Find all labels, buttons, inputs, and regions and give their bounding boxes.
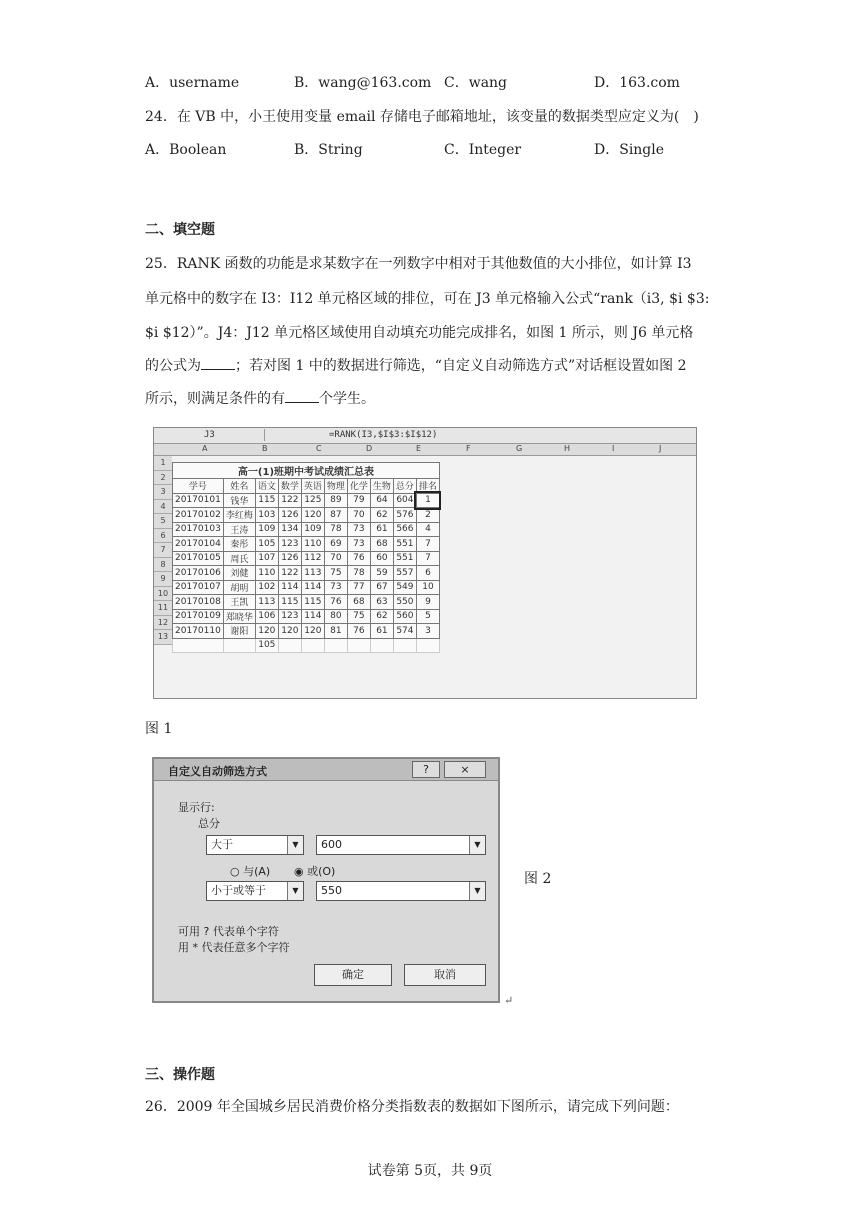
condition-2-value-text: 550 (321, 884, 342, 897)
table-row-partial (173, 638, 440, 653)
row-number: 1 (154, 456, 172, 471)
col-c: C (316, 444, 322, 453)
chevron-down-icon: ▼ (469, 836, 485, 854)
table-cell: 134 (278, 522, 301, 537)
table-cell: 112 (301, 551, 324, 566)
table-cell: 5 (416, 609, 439, 624)
table-cell: 120 (301, 624, 324, 639)
table-cell: 557 (393, 566, 416, 581)
table-cell: 76 (347, 624, 370, 639)
table-cell: 123 (278, 609, 301, 624)
table-cell: 549 (393, 580, 416, 595)
col-i: I (612, 444, 615, 453)
row-number: 4 (154, 500, 172, 515)
table-cell: 69 (324, 537, 347, 552)
col-h: H (564, 444, 571, 453)
wildcard-hint-1: 可用 ? 代表单个字符 (178, 925, 279, 938)
table-row (173, 493, 440, 508)
table-cell: 120 (255, 624, 278, 639)
table-row (173, 609, 440, 624)
table-row (173, 551, 440, 566)
q25-line-4-end: ；若对图 1 中的数据进行筛选，“自定义自动筛选方式”对话框设置如图 2 (235, 358, 687, 374)
table-cell: 4 (416, 522, 439, 537)
column-header: 化学 (347, 479, 370, 494)
table-row (173, 580, 440, 595)
column-header: 学号 (173, 479, 224, 494)
column-header: 生物 (370, 479, 393, 494)
table-cell (324, 638, 347, 653)
help-button[interactable]: ? (412, 761, 440, 778)
table-cell: 59 (370, 566, 393, 581)
table-cell: 62 (370, 609, 393, 624)
table-cell: 604 (393, 493, 416, 508)
table-cell: 68 (347, 595, 370, 610)
show-rows-label: 显示行: (178, 801, 215, 814)
answer-blank-2[interactable] (285, 389, 319, 403)
table-cell (370, 638, 393, 653)
answer-blank-1[interactable] (201, 356, 235, 370)
q25-line-5 (145, 389, 375, 409)
q25-line-1: 25．RANK 函数的功能是求某数字在一列数字中相对于其他数值的大小排位，如计算 I3 (145, 256, 692, 272)
table-cell (278, 638, 301, 653)
row-number: 13 (154, 630, 172, 645)
table-cell: 115 (278, 595, 301, 610)
formula-text: =RANK(I3,$I$3:$I$12) (329, 430, 438, 440)
table-cell: 7 (416, 537, 439, 552)
chevron-down-icon: ▼ (287, 836, 303, 854)
table-cell: 73 (324, 580, 347, 595)
table-cell: 107 (255, 551, 278, 566)
table-row (173, 522, 440, 537)
table-cell: 76 (324, 595, 347, 610)
condition-1-operator-value: 大于 (211, 838, 233, 851)
section-fill-in-title: 二、填空题 (145, 222, 215, 238)
section-operation-title: 三、操作题 (145, 1067, 215, 1083)
or-radio[interactable]: ◉ 或(O) (294, 865, 336, 878)
table-cell: 87 (324, 508, 347, 523)
table-row (173, 595, 440, 610)
table-cell: 105 (255, 638, 278, 653)
table-cell: 20170101 (173, 493, 224, 508)
table-cell: 105 (255, 537, 278, 552)
row-number: 11 (154, 601, 172, 616)
name-box: J3 (204, 430, 215, 440)
table-cell: 20170107 (173, 580, 224, 595)
q25-line-5-start: 所示，则满足条件的有 (145, 391, 285, 407)
row-number: 9 (154, 572, 172, 587)
column-header: 物理 (324, 479, 347, 494)
table-cell: 68 (370, 537, 393, 552)
table-cell: 刘健 (223, 566, 255, 581)
table-cell: 122 (278, 566, 301, 581)
table-cell: 78 (347, 566, 370, 581)
table-cell: 64 (370, 493, 393, 508)
table-cell: 1 (416, 493, 439, 508)
table-cell: 20170109 (173, 609, 224, 624)
table-cell: 76 (347, 551, 370, 566)
table-cell: 120 (301, 508, 324, 523)
table-cell: 550 (393, 595, 416, 610)
table-cell: 114 (301, 609, 324, 624)
row-number: 5 (154, 514, 172, 529)
score-table (172, 462, 440, 653)
table-cell: 123 (278, 537, 301, 552)
table-cell: 3 (416, 624, 439, 639)
figure-2-caption: 图 2 (524, 871, 552, 887)
chevron-down-icon: ▼ (287, 882, 303, 900)
table-cell: 钱华 (223, 493, 255, 508)
row-number: 12 (154, 616, 172, 631)
table-cell: 551 (393, 537, 416, 552)
q25-line-4-start: 的公式为 (145, 358, 201, 374)
cancel-button[interactable]: 取消 (404, 964, 486, 986)
table-cell: 114 (301, 580, 324, 595)
table-cell: 20170103 (173, 522, 224, 537)
table-cell: 103 (255, 508, 278, 523)
table-cell: 李红梅 (223, 508, 255, 523)
q24-question: 24．在 VB 中，小王使用变量 email 存储电子邮箱地址，该变量的数据类型应定义为( ) (145, 109, 699, 125)
q23-option-d: D．163.com (594, 75, 680, 91)
table-cell: 王凯 (223, 595, 255, 610)
table-cell: 9 (416, 595, 439, 610)
fx-icon (264, 429, 274, 441)
table-cell: 20170104 (173, 537, 224, 552)
table-cell: 126 (278, 551, 301, 566)
table-cell: 106 (255, 609, 278, 624)
table-cell: 67 (370, 580, 393, 595)
table-cell: 73 (347, 537, 370, 552)
table-cell: 566 (393, 522, 416, 537)
table-cell: 20170110 (173, 624, 224, 639)
column-header: 语文 (255, 479, 278, 494)
table-cell (223, 638, 255, 653)
column-header: 排名 (416, 479, 439, 494)
dialog-title: 自定义自动筛选方式 (168, 765, 267, 778)
row-headers (154, 456, 172, 645)
column-header: 总分 (393, 479, 416, 494)
table-cell: 126 (278, 508, 301, 523)
table-cell: 75 (347, 609, 370, 624)
col-f: F (466, 444, 471, 453)
table-cell: 81 (324, 624, 347, 639)
figure-1-caption: 图 1 (145, 721, 173, 737)
table-cell: 胡明 (223, 580, 255, 595)
table-cell (347, 638, 370, 653)
q24-option-c: C．Integer (444, 142, 522, 158)
table-cell: 125 (301, 493, 324, 508)
field-name: 总分 (198, 817, 220, 830)
table-cell (301, 638, 324, 653)
table-row (173, 508, 440, 523)
table-cell: 61 (370, 522, 393, 537)
column-headers (154, 444, 696, 456)
col-e: E (416, 444, 422, 453)
column-header: 数学 (278, 479, 301, 494)
table-cell: 109 (255, 522, 278, 537)
close-button[interactable]: × (444, 761, 486, 778)
table-cell: 10 (416, 580, 439, 595)
row-number: 6 (154, 529, 172, 544)
table-cell: 70 (324, 551, 347, 566)
row-number: 8 (154, 558, 172, 573)
table-cell: 114 (278, 580, 301, 595)
condition-2-value[interactable] (316, 881, 486, 901)
table-row (173, 537, 440, 552)
table-cell: 113 (255, 595, 278, 610)
table-cell: 551 (393, 551, 416, 566)
q25-line-4 (145, 356, 686, 376)
row-number: 2 (154, 471, 172, 486)
condition-2-operator-value: 小于或等于 (211, 884, 266, 897)
col-g: G (516, 444, 523, 453)
q24-option-b: B．String (294, 142, 363, 158)
paragraph-mark-icon: ↵ (504, 994, 514, 1007)
table-cell: 谢阳 (223, 624, 255, 639)
table-cell: 574 (393, 624, 416, 639)
col-a: A (202, 444, 208, 453)
condition-1-operator[interactable] (206, 835, 304, 855)
table-cell: 110 (255, 566, 278, 581)
table-cell: 102 (255, 580, 278, 595)
q25-line-2: 单元格中的数字在 I3：I12 单元格区域的排位，可在 J3 单元格输入公式“rank（i3, $i $3: (145, 291, 710, 307)
q23-option-b: B．wang@163.com (294, 75, 432, 91)
or-label: 或(O) (307, 865, 336, 878)
condition-1-value-text: 600 (321, 838, 342, 851)
table-cell (393, 638, 416, 653)
table-cell: 60 (370, 551, 393, 566)
table-cell: 20170106 (173, 566, 224, 581)
table-cell: 576 (393, 508, 416, 523)
table-cell: 115 (301, 595, 324, 610)
table-cell: 79 (347, 493, 370, 508)
condition-1-value[interactable] (316, 835, 486, 855)
q26-question: 26．2009 年全国城乡居民消费价格分类指数表的数据如下图所示，请完成下列问题： (145, 1099, 679, 1115)
column-header: 姓名 (223, 479, 255, 494)
ok-button[interactable]: 确定 (314, 964, 392, 986)
table-cell: 115 (255, 493, 278, 508)
table-cell: 560 (393, 609, 416, 624)
table-cell: 70 (347, 508, 370, 523)
page-footer: 试卷第 5页，共 9页 (367, 1163, 493, 1179)
column-header: 英语 (301, 479, 324, 494)
table-cell: 20170102 (173, 508, 224, 523)
table-row (173, 624, 440, 639)
table-cell: 73 (347, 522, 370, 537)
table-cell: 109 (301, 522, 324, 537)
row-number: 3 (154, 485, 172, 500)
figure-1-spreadsheet (153, 427, 697, 699)
table-cell: 秦彤 (223, 537, 255, 552)
table-cell: 20170108 (173, 595, 224, 610)
table-cell: 110 (301, 537, 324, 552)
table-cell: 75 (324, 566, 347, 581)
table-header-row (173, 479, 440, 494)
q25-line-5-end: 个学生。 (319, 391, 375, 407)
table-cell: 77 (347, 580, 370, 595)
table-cell: 62 (370, 508, 393, 523)
and-label: 与(A) (243, 865, 271, 878)
table-cell: 122 (278, 493, 301, 508)
table-cell (416, 638, 439, 653)
table-cell: 80 (324, 609, 347, 624)
table-cell: 113 (301, 566, 324, 581)
table-cell: 王涛 (223, 522, 255, 537)
table-cell: 61 (370, 624, 393, 639)
formula-bar (154, 428, 696, 444)
table-cell: 63 (370, 595, 393, 610)
q24-option-d: D．Single (594, 142, 665, 158)
dialog-titlebar (154, 759, 498, 781)
q25-line-3: $i $12）”。J4：J12 单元格区域使用自动填充功能完成排名，如图 1 所示，则 J6 单元格 (145, 325, 694, 341)
figure-2-autofilter-dialog (152, 757, 500, 1003)
table-cell: 120 (278, 624, 301, 639)
table-cell: 7 (416, 551, 439, 566)
and-radio[interactable]: ○ 与(A) (230, 865, 271, 878)
row-number: 10 (154, 587, 172, 602)
col-b: B (262, 444, 268, 453)
q23-option-a: A．username (145, 75, 240, 91)
table-cell: 6 (416, 566, 439, 581)
q24-option-a: A．Boolean (145, 142, 227, 158)
table-cell: 20170105 (173, 551, 224, 566)
table-title: 高一(1)班期中考试成绩汇总表 (173, 463, 440, 479)
col-d: D (366, 444, 373, 453)
wildcard-hint-2: 用 * 代表任意多个字符 (178, 941, 290, 954)
table-cell: 78 (324, 522, 347, 537)
table-cell: 89 (324, 493, 347, 508)
table-body (173, 493, 440, 653)
condition-2-operator[interactable] (206, 881, 304, 901)
table-cell: 2 (416, 508, 439, 523)
chevron-down-icon: ▼ (469, 882, 485, 900)
table-cell: 周氏 (223, 551, 255, 566)
row-number: 7 (154, 543, 172, 558)
table-cell (173, 638, 224, 653)
table-cell: 郑晓华 (223, 609, 255, 624)
col-j: J (659, 444, 662, 453)
table-row (173, 566, 440, 581)
q23-option-c: C．wang (444, 75, 508, 91)
